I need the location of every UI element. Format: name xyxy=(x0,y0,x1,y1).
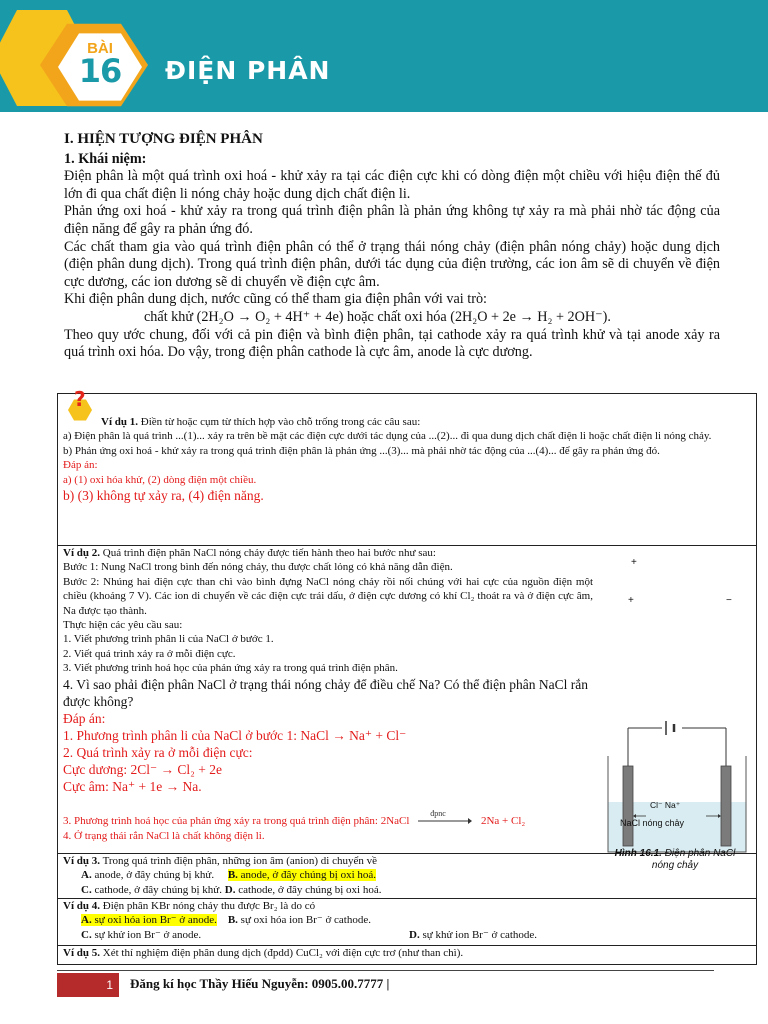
example-1-title: Ví dụ 1. Điền từ hoặc cụm từ thích hợp vào chỗ trống trong các câu sau: xyxy=(101,416,421,428)
reaction-arrow: đpnc xyxy=(418,818,472,824)
examples-table xyxy=(57,387,757,965)
question-3: 3. Viết phương trình hoá học của phản ứng xảy ra trong quá trình điện phân. xyxy=(63,662,398,675)
step-2: Bước 2: Nhúng hai điện cực than chì vào bình đựng NaCl nóng chảy rồi nối chúng với hai cực của nguồn điện một chiều (khoảng 7 V). Các ion di chuyển về các điện cực trái dấu, ở điện cực dương có khí Cl₂ thoát ra và ở điện cực âm, Na được tạo thành. xyxy=(63,575,593,617)
option-d: cathode, ở đây chúng bị oxi hoá. xyxy=(238,883,382,896)
answer-3: 3. Phương trình hoá học của phản ứng xảy ra trong quá trình điện phân: 2NaCl đpnc 2Na + Cl₂ xyxy=(63,809,526,827)
question-2: 2. Viết quá trình xảy ra ở mỗi điện cực. xyxy=(63,647,236,660)
answer-label: Đáp án: xyxy=(63,459,98,472)
page-title: ĐIỆN PHÂN xyxy=(165,56,331,85)
ion-labels: Cl⁻ Na⁺ xyxy=(650,800,681,810)
options-cd: C. cathode, ở đây chúng bị khử. D. cathode, ở đây chúng bị oxi hoá. xyxy=(81,883,382,896)
answer-label: Đáp án: xyxy=(63,710,106,726)
options-ab: A. anode, ở đây chúng bị khử. B. anode, ở đây chúng bị oxi hoá. xyxy=(81,869,377,882)
example-4-title: Ví dụ 4. Điện phân KBr nóng chảy thu được Br₂ là do có xyxy=(63,900,316,912)
section-electrolysis-phenomenon xyxy=(64,131,720,362)
options-ab: A. sự oxi hóa ion Br⁻ ở anode. B. sự oxi hóa ion Br⁻ ở cathode. xyxy=(81,914,371,927)
footer-divider xyxy=(57,970,714,971)
option-a: A. sự oxi hóa ion Br⁻ ở anode. xyxy=(81,914,217,927)
option-b: B. anode, ở đây chúng bị oxi hoá. xyxy=(227,869,377,882)
question-1: 1. Viết phương trình phân li của NaCl ở bước 1. xyxy=(63,633,274,646)
cathode-sign: − xyxy=(726,595,732,606)
step-1: Bước 1: Nung NaCl trong bình đến nóng chảy, thu được chất lỏng có khả năng dẫn điện. xyxy=(63,561,453,574)
example-2-text xyxy=(63,546,593,795)
example-3-title: Ví dụ 3. Trong quá trình điện phân, những ion âm (anion) di chuyển về xyxy=(63,855,377,867)
subsection-heading: 1. Khái niệm: xyxy=(64,150,147,167)
answer-2: 2. Quá trình xảy ra ở mỗi điện cực: xyxy=(63,744,253,760)
question-4: 4. Vì sao phải điện phân NaCl ở trạng thái nóng chảy để điều chế Na? Có thể điện phân NaCl rắn được không? xyxy=(63,676,588,709)
water-equation: chất khử (2H₂O → O₂ + 4H⁺ + 4e) hoặc chất oxi hóa (2H₂O + 2e → H₂ + 2OH⁻). xyxy=(144,308,611,325)
example-1-part-a: a) Điện phân là quá trình ...(1)... xảy ra trên bề mặt các điện cực dưới tác dụng của ...(2)... đi qua dung dịch chất điện li hoặc chất điện li nóng chảy. xyxy=(63,430,712,443)
answer-2-anode: Cực dương: 2Cl⁻ → Cl₂ + 2e xyxy=(63,761,222,777)
paragraph: Theo quy ước chung, đối với cả pin điện và bình điện phân, tại cathode xảy ra quá trình khử và tại anode xảy ra quá trình oxi hóa. Do vậy, trong điện phân cathode là cực âm, anode là cực dương. xyxy=(64,326,720,361)
option-b: sự oxi hóa ion Br⁻ ở cathode. xyxy=(240,914,371,927)
option-a: anode, ở đây chúng bị khử. xyxy=(94,869,215,882)
example-3 xyxy=(58,854,756,899)
example-5: Ví dụ 5. Xét thí nghiệm điện phân dung dịch (đpdd) CuCl₂ với điện cực trơ (như than chì). xyxy=(63,947,464,959)
requirements-label: Thực hiện các yêu cầu sau: xyxy=(63,619,183,632)
page-number: 1 xyxy=(57,973,119,997)
question-icon: ? xyxy=(66,394,96,424)
example-1-part-b: b) Phản ứng oxi hoá - khử xảy ra trong quá trình điện phân là phản ứng ...(3)... mà phải nhờ tác động của ...(4)... để gây ra phản ứng đó. xyxy=(63,444,660,457)
figure-caption: Hình 16.1. Điện phân NaCl nóng chảy xyxy=(614,848,736,871)
footer-contact: Đăng kí học Thầy Hiếu Nguyễn: 0905.00.7777 | xyxy=(130,976,390,991)
answer-b: b) (3) không tự xảy ra, (4) điện năng. xyxy=(63,488,264,504)
answer-1: 1. Phương trình phân li của NaCl ở bước 1: NaCl → Na⁺ + Cl⁻ xyxy=(63,727,407,743)
lesson-label: BÀI xyxy=(87,40,113,57)
positive-terminal: + xyxy=(631,557,637,568)
option-c: cathode, ở đây chúng bị khử. xyxy=(94,883,223,896)
answer-2-cathode: Cực âm: Na⁺ + 1e → Na. xyxy=(63,778,202,794)
example-1 xyxy=(58,387,756,546)
paragraph: Điện phân là một quá trình oxi hoá - khử xảy ra tại các điện cực khi có dòng điện một chiều với hiệu điện thế đủ lớn đi qua chất điện li nóng chảy hoặc dung dịch chất điện li. xyxy=(64,168,720,202)
anode-sign: + xyxy=(628,595,634,606)
answer-4: 4. Ở trạng thái rắn NaCl là chất không điện li. xyxy=(63,830,265,842)
paragraph: Khi điện phân dung dịch, nước cũng có thể tham gia điện phân với vai trò: xyxy=(64,291,487,308)
example-4 xyxy=(58,899,756,946)
paragraph: Phản ứng oxi hoá - khử xảy ra trong quá trình điện phân là phản ứng không tự xảy ra mà phải nhờ tác động của điện năng để gây ra phản ứng đó. xyxy=(64,203,720,237)
paragraph: Các chất tham gia vào quá trình điện phân có thể ở trạng thái nóng chảy (điện phân nóng chảy) hoặc dung dịch (điện phân dung dịch). Trong quá trình điện phân, dưới tác dụng của điện trường, các ion âm sẽ di chuyển về điện cực dương, các ion dương sẽ di chuyển về điện cực âm. xyxy=(64,238,720,290)
electrolyte-label: NaCl nóng chảy xyxy=(620,818,685,828)
lesson-number: 16 xyxy=(78,52,122,90)
option-d: D. sự khử ion Br⁻ ở cathode. xyxy=(409,928,538,941)
option-c: sự khử ion Br⁻ ở anode. xyxy=(94,928,202,941)
example-2-title: Ví dụ 2. Quá trình điện phân NaCl nóng chảy được tiến hành theo hai bước như sau: xyxy=(63,547,436,559)
section-heading: I. HIỆN TƯỢNG ĐIỆN PHÂN xyxy=(64,131,263,147)
answer-a: a) (1) oxi hóa khử, (2) dòng điện một chiều. xyxy=(63,473,257,486)
options-cd: C. sự khử ion Br⁻ ở anode. D. sự khử ion Br⁻ ở cathode. xyxy=(81,928,538,941)
